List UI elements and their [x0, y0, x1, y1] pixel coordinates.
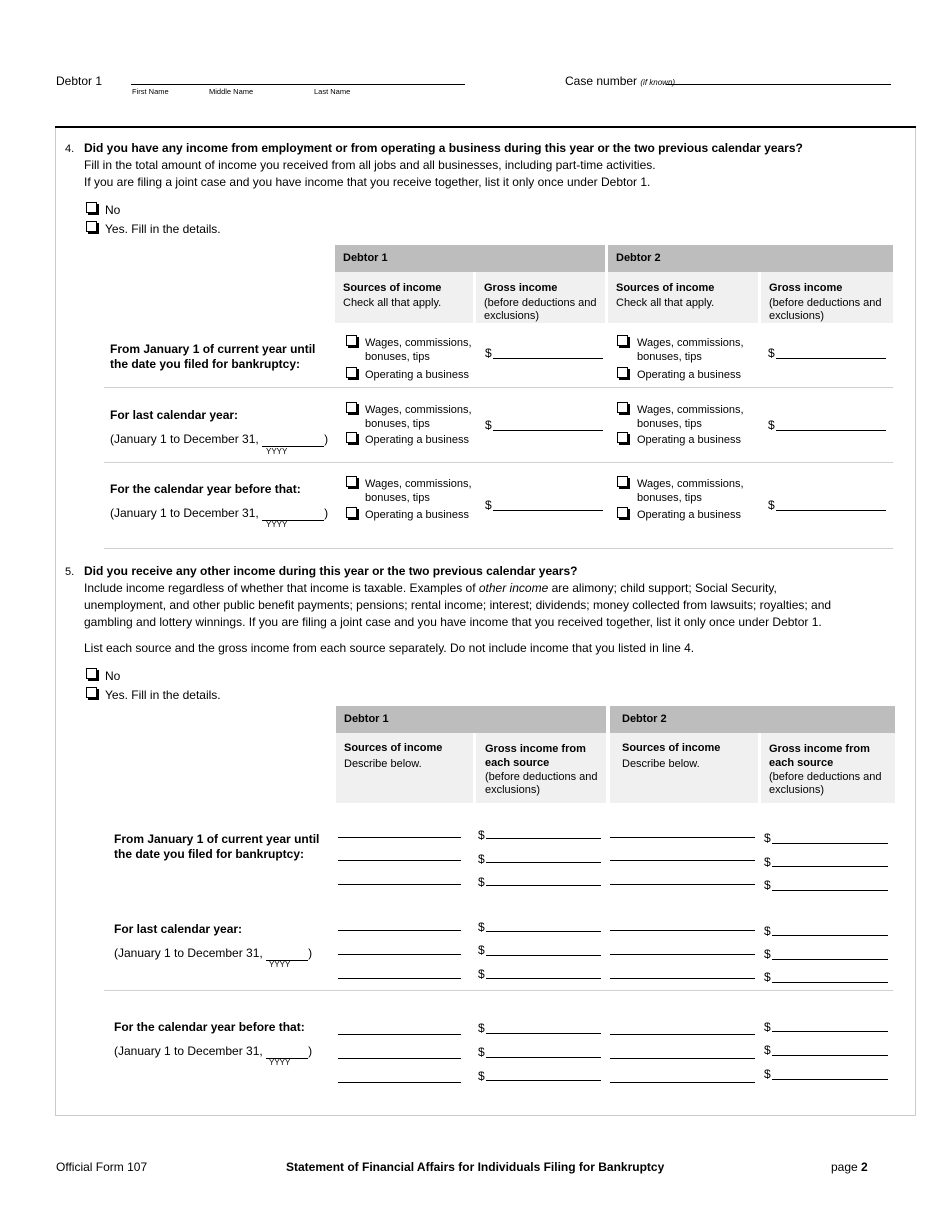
- q5-r1-d2-source-field[interactable]: [610, 860, 755, 861]
- q4-r1-d1-operating-label: Operating a business: [365, 369, 469, 381]
- q5-no-label: No: [105, 669, 121, 683]
- q4-r2-d2-operating-label: Operating a business: [637, 434, 741, 446]
- case-number-field[interactable]: [666, 84, 891, 85]
- q4-r3-d1-wages-checkbox[interactable]: [346, 476, 357, 487]
- q4-yes-label: Yes. Fill in the details.: [105, 222, 221, 236]
- q5-r2-d1-amount-field[interactable]: [486, 978, 601, 979]
- q5-row-separator: [104, 990, 893, 991]
- q4-r3-d1-dollar: $: [485, 498, 492, 512]
- q4-r2-d2-wages-checkbox[interactable]: [617, 402, 628, 413]
- q5-row3-range-text: (January 1 to December 31,: [114, 1044, 267, 1058]
- q5-r3-d2-amount-field[interactable]: [772, 1031, 888, 1032]
- q4-instruction-2: If you are filing a joint case and you have income that you receive together, list it only once under Debtor 1.: [84, 175, 651, 189]
- q4-no-label: No: [105, 203, 121, 217]
- q5-yes-checkbox[interactable]: [86, 687, 97, 698]
- q4-r3-d2-wages-checkbox[interactable]: [617, 476, 628, 487]
- q4-row2-range-text: (January 1 to December 31,: [110, 432, 263, 446]
- q4-row-separator: [104, 548, 893, 549]
- q5-r3-d1-dollar: $: [478, 1045, 485, 1059]
- q5-r1-d1-dollar: $: [478, 852, 485, 866]
- q5-debtor1-title: Debtor 1: [344, 713, 389, 725]
- q4-row2-range: [110, 432, 328, 447]
- q4-row2-yyyy: YYYY: [266, 447, 288, 456]
- q5-d2-gross-sub: (before deductions and exclusions): [769, 771, 882, 796]
- q5-r1-d1-amount-field[interactable]: [486, 838, 601, 839]
- q5-paragraph-line1: [84, 581, 777, 595]
- q5-r1-d1-amount-field[interactable]: [486, 862, 601, 863]
- q4-d1-sources-head: Sources of income: [343, 282, 442, 294]
- q4-r2-d1-operating-checkbox[interactable]: [346, 432, 357, 443]
- q4-instruction-1: Fill in the total amount of income you received from all jobs and all businesses, including part-time activities.: [84, 158, 656, 172]
- q4-r1-d1-wages-checkbox[interactable]: [346, 335, 357, 346]
- q4-d2-sources-head: Sources of income: [616, 282, 715, 294]
- q5-row3-range: [114, 1044, 312, 1059]
- q5-r3-d1-amount-field[interactable]: [486, 1033, 601, 1034]
- q5-r3-d2-source-field[interactable]: [610, 1058, 755, 1059]
- q5-r2-d1-dollar: $: [478, 967, 485, 981]
- q5-paragraph-line3: gambling and lottery winnings. If you are filing a joint case and you have income that you received together, list it only once under Debtor 1.: [84, 615, 822, 629]
- q4-r1-d1-wages-label: Wages, commissions, bonuses, tips: [365, 337, 472, 363]
- q4-r2-d2-amount-field[interactable]: [776, 430, 886, 431]
- q5-r3-d1-source-field[interactable]: [338, 1034, 461, 1035]
- q4-row3-close: ): [324, 506, 329, 520]
- q5-r3-d1-source-field[interactable]: [338, 1082, 461, 1083]
- q4-r1-d2-wages-checkbox[interactable]: [617, 335, 628, 346]
- q5-r1-d2-source-field[interactable]: [610, 884, 755, 885]
- q4-r2-d1-amount-field[interactable]: [493, 430, 603, 431]
- q5-r3-d1-dollar: $: [478, 1069, 485, 1083]
- q5-r2-d2-amount-field[interactable]: [772, 935, 888, 936]
- q5-d1-gross-sub: (before deductions and exclusions): [485, 771, 598, 796]
- q4-r3-d1-operating-label: Operating a business: [365, 509, 469, 521]
- q5-r1-d2-amount-field[interactable]: [772, 890, 888, 891]
- q5-r3-d1-dollar: $: [478, 1021, 485, 1035]
- q5-r1-d2-source-field[interactable]: [610, 837, 755, 838]
- q4-r1-d2-operating-checkbox[interactable]: [617, 367, 628, 378]
- q4-r1-d1-dollar: $: [485, 346, 492, 360]
- q5-question: Did you receive any other income during this year or the two previous calendar years?: [84, 564, 578, 578]
- q4-d2-sources-sub: Check all that apply.: [616, 297, 715, 309]
- q4-r2-d1-wages-checkbox[interactable]: [346, 402, 357, 413]
- q5-r1-d1-amount-field[interactable]: [486, 885, 601, 886]
- q5-paragraph-line4: List each source and the gross income from each source separately. Do not include income that you listed in line 4.: [84, 641, 695, 655]
- q5-r2-d1-amount-field[interactable]: [486, 955, 601, 956]
- footer-page: [831, 1160, 868, 1174]
- q4-row2-close: ): [324, 432, 329, 446]
- q5-number: 5.: [65, 566, 75, 578]
- q4-r1-d2-operating-label: Operating a business: [637, 369, 741, 381]
- q4-r3-d1-wages-label: Wages, commissions, bonuses, tips: [365, 478, 472, 504]
- q4-r1-d2-wages-label: Wages, commissions, bonuses, tips: [637, 337, 744, 363]
- q4-r3-d1-amount-field[interactable]: [493, 510, 603, 511]
- q5-r3-d2-dollar: $: [764, 1020, 771, 1034]
- footer-page-label: page: [831, 1160, 858, 1174]
- q4-r3-d2-wages-label: Wages, commissions, bonuses, tips: [637, 478, 744, 504]
- q5-row3-year-field[interactable]: [266, 1044, 308, 1059]
- q4-row3-year-field[interactable]: [262, 506, 324, 521]
- q5-r3-d2-source-field[interactable]: [610, 1082, 755, 1083]
- q4-number: 4.: [65, 143, 75, 155]
- q5-r2-d1-source-field[interactable]: [338, 930, 461, 931]
- q5-r2-d2-source-field[interactable]: [610, 978, 755, 979]
- q4-row3-title: For the calendar year before that:: [110, 482, 301, 496]
- q5-r3-d2-dollar: $: [764, 1043, 771, 1057]
- q4-r2-d1-dollar: $: [485, 418, 492, 432]
- q5-r3-d1-amount-field[interactable]: [486, 1080, 601, 1081]
- q5-row3-close: ): [308, 1044, 313, 1058]
- q4-r1-d2-amount-field[interactable]: [776, 358, 886, 359]
- q5-r1-d1-dollar: $: [478, 828, 485, 842]
- case-number-label: [565, 74, 675, 88]
- q5-r3-d1-source-field[interactable]: [338, 1058, 461, 1059]
- q4-r1-d1-operating-checkbox[interactable]: [346, 367, 357, 378]
- q5-row3-yyyy: YYYY: [269, 1058, 291, 1067]
- q4-r2-d1-operating-label: Operating a business: [365, 434, 469, 446]
- q4-r2-d2-wages-label: Wages, commissions, bonuses, tips: [637, 404, 744, 430]
- q4-debtor2-title: Debtor 2: [616, 252, 661, 264]
- q5-d2-gross-head: Gross income from each source: [769, 743, 870, 769]
- q5-debtor2-title: Debtor 2: [622, 713, 667, 725]
- q5-r2-d2-source-field[interactable]: [610, 930, 755, 931]
- q5-r1-d1-source-field[interactable]: [338, 884, 461, 885]
- case-number-text: Case number: [565, 74, 638, 88]
- q5-r2-d2-dollar: $: [764, 924, 771, 938]
- q5-d2-sources-sub: Describe below.: [622, 758, 700, 770]
- q5-row2-range: [114, 946, 312, 961]
- q5-d2-sources-head: Sources of income: [622, 742, 721, 754]
- q5-r3-d2-amount-field[interactable]: [772, 1079, 888, 1080]
- q5-r2-d2-source-field[interactable]: [610, 954, 755, 955]
- q5-r2-d1-source-field[interactable]: [338, 954, 461, 955]
- q5-d1-gross-head: Gross income from each source: [485, 743, 586, 769]
- q5-d1-sources-sub: Describe below.: [344, 758, 422, 770]
- q4-row2-year-field[interactable]: [262, 432, 324, 447]
- q5-r1-d2-dollar: $: [764, 855, 771, 869]
- debtor-name-field[interactable]: [131, 84, 465, 85]
- first-name-caption: First Name: [132, 87, 169, 96]
- q5-p1-end: are alimony; child support; Social Security,: [548, 581, 777, 595]
- q4-yes-checkbox[interactable]: [86, 221, 97, 232]
- q4-r2-d2-dollar: $: [768, 418, 775, 432]
- q5-r2-d2-dollar: $: [764, 970, 771, 984]
- last-name-caption: Last Name: [314, 87, 351, 96]
- q4-row3-yyyy: YYYY: [266, 520, 288, 529]
- q5-p1-emphasis: other income: [478, 581, 549, 595]
- q4-row3-range-text: (January 1 to December 31,: [110, 506, 263, 520]
- q5-d1-sources-head: Sources of income: [344, 742, 443, 754]
- q5-row2-close: ): [308, 946, 313, 960]
- q5-yes-label: Yes. Fill in the details.: [105, 688, 221, 702]
- q4-r1-d1-amount-field[interactable]: [493, 358, 603, 359]
- q5-r2-d2-dollar: $: [764, 947, 771, 961]
- q4-no-checkbox[interactable]: [86, 202, 97, 213]
- q4-row3-range: [110, 506, 328, 521]
- q4-r3-d1-operating-checkbox[interactable]: [346, 507, 357, 518]
- debtor-label: Debtor 1: [56, 74, 103, 88]
- q4-r2-d2-operating-checkbox[interactable]: [617, 432, 628, 443]
- q5-r2-d1-amount-field[interactable]: [486, 931, 601, 932]
- q5-r2-d2-amount-field[interactable]: [772, 982, 888, 983]
- q5-r2-d1-dollar: $: [478, 920, 485, 934]
- q5-r2-d1-dollar: $: [478, 943, 485, 957]
- q4-question: Did you have any income from employment or from operating a business during this year or the two previous calendar years?: [84, 141, 803, 155]
- q5-row1-title: From January 1 of current year until the date you filed for bankruptcy:: [114, 832, 320, 861]
- q5-row3-title: For the calendar year before that:: [114, 1020, 305, 1034]
- q5-no-checkbox[interactable]: [86, 668, 97, 679]
- footer-form-number: Official Form 107: [56, 1160, 148, 1174]
- q5-r1-d1-dollar: $: [478, 875, 485, 889]
- q5-r2-d1-source-field[interactable]: [338, 978, 461, 979]
- q5-r3-d2-dollar: $: [764, 1067, 771, 1081]
- q5-r1-d1-source-field[interactable]: [338, 837, 461, 838]
- if-known-text: (if known): [640, 78, 676, 87]
- q4-r3-d2-amount-field[interactable]: [776, 510, 886, 511]
- q5-r1-d2-dollar: $: [764, 831, 771, 845]
- q4-r3-d2-dollar: $: [768, 498, 775, 512]
- footer-form-title: Statement of Financial Affairs for Individuals Filing for Bankruptcy: [286, 1160, 665, 1174]
- q5-r1-d2-dollar: $: [764, 878, 771, 892]
- q5-r1-d2-amount-field[interactable]: [772, 866, 888, 867]
- q4-d2-gross-sub: (before deductions and exclusions): [769, 297, 882, 322]
- q5-p1-start: Include income regardless of whether that income is taxable. Examples of: [84, 581, 479, 595]
- q5-row2-yyyy: YYYY: [269, 960, 291, 969]
- q4-r2-d1-wages-label: Wages, commissions, bonuses, tips: [365, 404, 472, 430]
- q4-d1-gross-head: Gross income: [484, 282, 558, 294]
- q5-row2-title: For last calendar year:: [114, 922, 243, 936]
- q4-d1-sources-sub: Check all that apply.: [343, 297, 442, 309]
- q5-r1-d1-source-field[interactable]: [338, 860, 461, 861]
- q4-row1-title: From January 1 of current year until the date you filed for bankruptcy:: [110, 342, 316, 371]
- q4-row2-title: For last calendar year:: [110, 408, 239, 422]
- q5-row2-year-field[interactable]: [266, 946, 308, 961]
- middle-name-caption: Middle Name: [209, 87, 254, 96]
- q4-row-separator: [104, 462, 893, 463]
- footer-page-number: 2: [861, 1160, 868, 1174]
- q5-r3-d2-source-field[interactable]: [610, 1034, 755, 1035]
- q5-paragraph-line2: unemployment, and other public benefit payments; pensions; rental income; interest; dividends; money collected from lawsuits; royalties; and: [84, 598, 832, 612]
- q4-r3-d2-operating-label: Operating a business: [637, 509, 741, 521]
- q5-row2-range-text: (January 1 to December 31,: [114, 946, 267, 960]
- q5-r1-d2-amount-field[interactable]: [772, 843, 888, 844]
- q4-d1-gross-sub: (before deductions and exclusions): [484, 297, 597, 322]
- q4-row-separator: [104, 387, 893, 388]
- q4-debtor1-title: Debtor 1: [343, 252, 388, 264]
- q5-r2-d2-amount-field[interactable]: [772, 959, 888, 960]
- q4-r3-d2-operating-checkbox[interactable]: [617, 507, 628, 518]
- q4-d2-gross-head: Gross income: [769, 282, 843, 294]
- q4-r1-d2-dollar: $: [768, 346, 775, 360]
- q5-r3-d1-amount-field[interactable]: [486, 1057, 601, 1058]
- q5-r3-d2-amount-field[interactable]: [772, 1055, 888, 1056]
